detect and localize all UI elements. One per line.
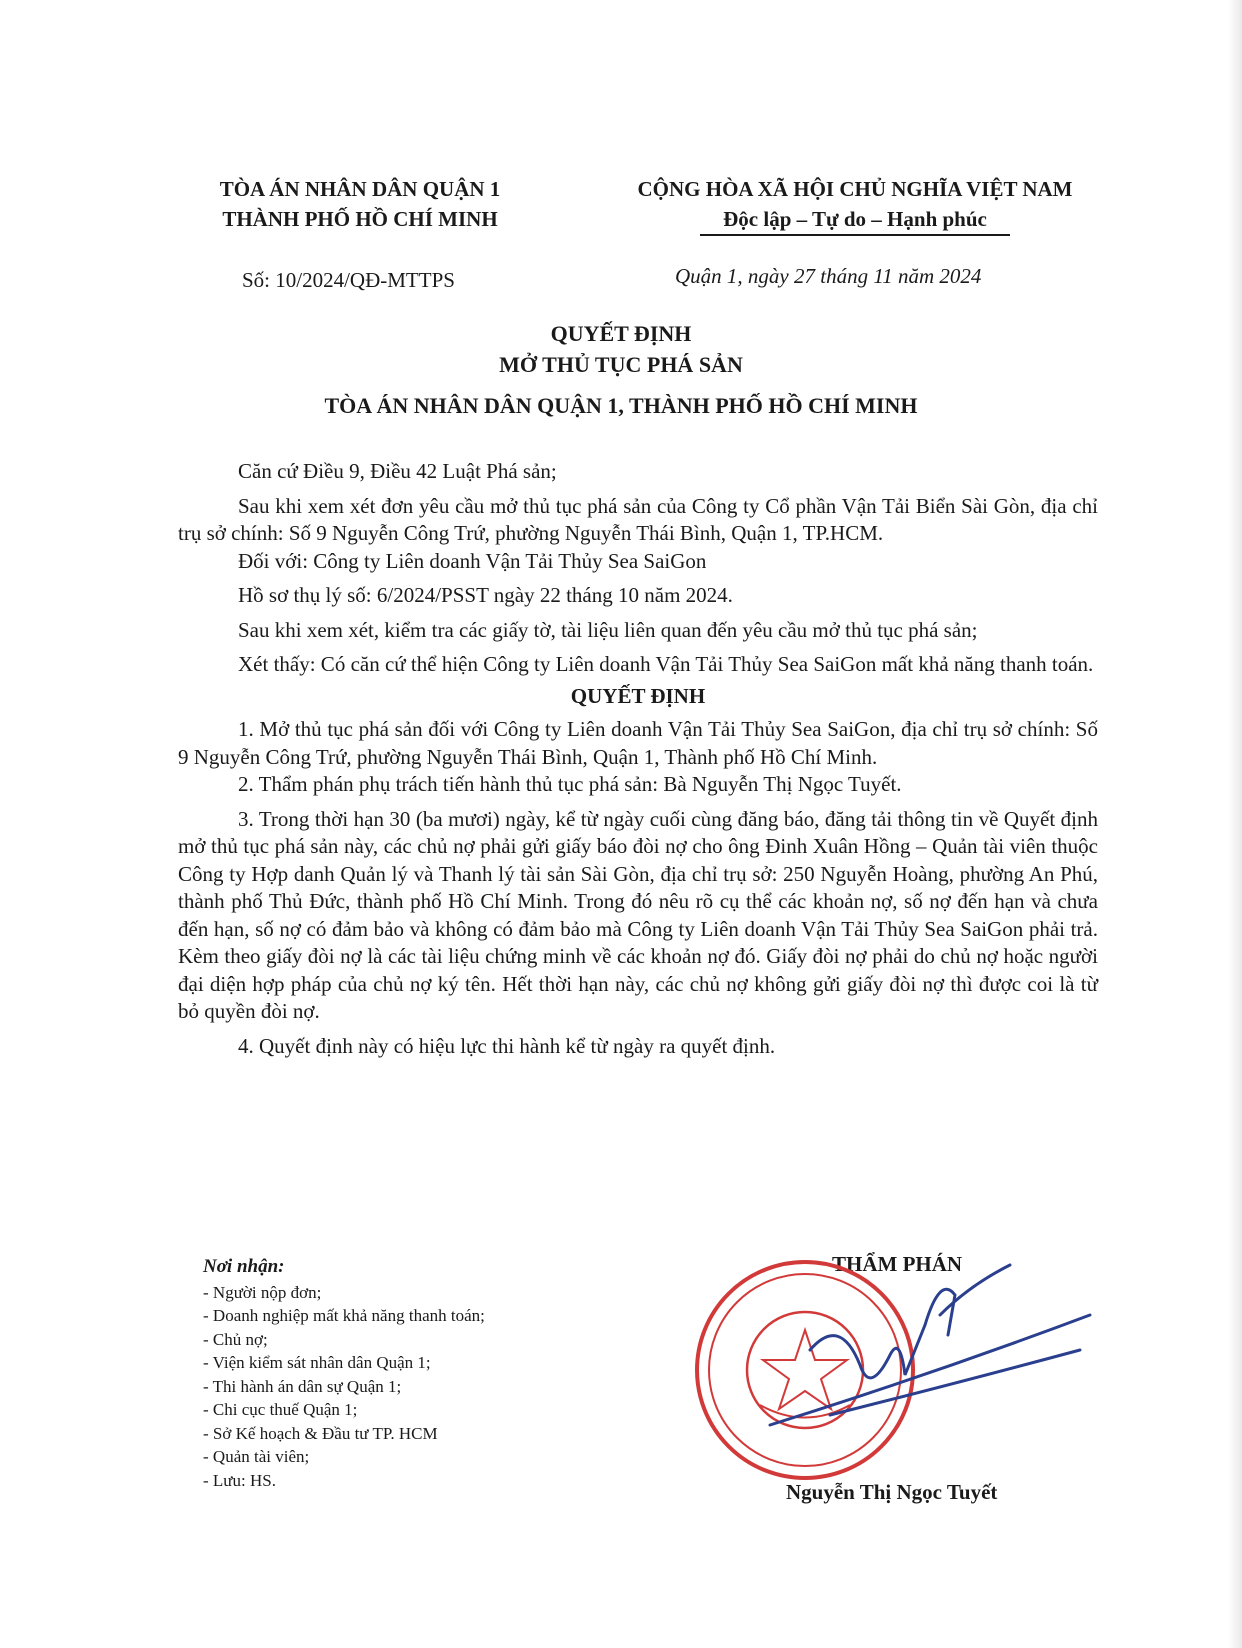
decision-item-3: 3. Trong thời hạn 30 (ba mươi) ngày, kể từ ngày cuối cùng đăng báo, đăng tải thông tin về Quyết định mở thủ tục phá sản này, các chủ nợ phải gửi giấy báo đòi nợ cho ông Đinh Xuân Hồng – Quản tài viên thuộc Công ty Hợp danh Quản lý và Thanh lý tài sản Sài Gòn, địa chỉ trụ sở: 250 Nguyễn Hoàng, phường An Phú, thành phố Thủ Đức, thành phố Hồ Chí Minh. Trong đó nêu rõ cụ thể các khoản nợ, số nợ đến hạn và chưa đến hạn, số nợ có đảm bảo và không có đảm bảo mà Công ty Liên doanh Vận Tải Thủy Sea SaiGon phải trả. Kèm theo giấy đòi nợ là các tài liệu chứng minh về các khoản nợ đó. Giấy đòi nợ phải do chủ nợ hoặc người đại diện hợp pháp của chủ nợ ký tên. Hết thời hạn này, các chủ nợ không gửi giấy đòi nợ thì được coi là từ bỏ quyền đòi nợ. [178, 806, 1098, 1023]
body-paragraph-petition: Sau khi xem xét đơn yêu cầu mở thủ tục phá sản của Công ty Cổ phần Vận Tải Biển Sài Gòn, địa chỉ trụ sở chính: Số 9 Nguyễn Công Trứ, phường Nguyễn Thái Bình, Quận 1, TP.HCM. [178, 493, 1098, 545]
body-paragraph-case-file: Hồ sơ thụ lý số: 6/2024/PSST ngày 22 tháng 10 năm 2024. [238, 583, 733, 607]
recipient-item: - Quản tài viên; [203, 1445, 623, 1469]
title-line2: MỞ THỦ TỤC PHÁ SẢN [499, 352, 743, 377]
court-name-line1: TÒA ÁN NHÂN DÂN QUẬN 1 [219, 177, 501, 201]
document-number: Số: 10/2024/QĐ-MTTPS [242, 268, 455, 292]
recipient-item: - Doanh nghiệp mất khả năng thanh toán; [203, 1304, 623, 1328]
recipient-item: - Người nộp đơn; [203, 1281, 623, 1305]
document-title [0, 318, 1242, 421]
signer-role: THẨM PHÁN [832, 1252, 963, 1276]
country-name: CỘNG HÒA XÃ HỘI CHỦ NGHĨA VIỆT NAM [637, 177, 1073, 201]
motto-underline [700, 234, 1010, 236]
body-paragraph-review: Sau khi xem xét, kiểm tra các giấy tờ, tài liệu liên quan đến yêu cầu mở thủ tục phá sản; [238, 617, 978, 642]
country-header [590, 174, 1120, 236]
body-paragraph-finding: Xét thấy: Có căn cứ thể hiện Công ty Liên doanh Vận Tải Thủy Sea SaiGon mất khả năng thanh toán. [238, 652, 1094, 676]
motto: Độc lập – Tự do – Hạnh phúc [723, 207, 987, 231]
court-name-header [180, 174, 540, 234]
page-edge-shadow [1228, 0, 1242, 1648]
body-paragraph-respondent: Đối với: Công ty Liên doanh Vận Tải Thủy Sea SaiGon [238, 548, 707, 573]
recipient-item: - Chi cục thuế Quận 1; [203, 1398, 623, 1422]
body-paragraph-legal-basis: Căn cứ Điều 9, Điều 42 Luật Phá sản; [238, 459, 557, 483]
decision-item-4: 4. Quyết định này có hiệu lực thi hành kể từ ngày ra quyết định. [238, 1033, 776, 1058]
recipient-item: - Lưu: HS. [203, 1469, 623, 1493]
court-seal-and-signature [690, 1255, 1110, 1485]
recipient-item: - Thi hành án dân sự Quận 1; [203, 1375, 623, 1399]
decision-heading: QUYẾT ĐỊNH [570, 683, 706, 708]
recipient-item: - Viện kiểm sát nhân dân Quận 1; [203, 1351, 623, 1375]
court-name-line2: THÀNH PHỐ HỒ CHÍ MINH [222, 207, 498, 231]
title-line1: QUYẾT ĐỊNH [550, 321, 692, 346]
decision-item-2: 2. Thẩm phán phụ trách tiến hành thủ tục phá sản: Bà Nguyễn Thị Ngọc Tuyết. [238, 772, 902, 796]
recipients-title: Nơi nhận: [203, 1256, 285, 1277]
recipient-item: - Sở Kế hoạch & Đầu tư TP. HCM [203, 1422, 623, 1446]
place-date: Quận 1, ngày 27 tháng 11 năm 2024 [675, 264, 982, 288]
signer-name: Nguyễn Thị Ngọc Tuyết [786, 1480, 998, 1504]
decision-item-1: 1. Mở thủ tục phá sản đối với Công ty Liên doanh Vận Tải Thủy Sea SaiGon, địa chỉ trụ sở chính: Số 9 Nguyễn Công Trứ, phường Nguyễn Thái Bình, Quận 1, Thành phố Hồ Chí Minh. [178, 717, 1098, 769]
recipients-block [203, 1255, 623, 1492]
title-line3: TÒA ÁN NHÂN DÂN QUẬN 1, THÀNH PHỐ HỒ CHÍ MINH [324, 393, 918, 418]
document-body [178, 458, 1098, 1067]
recipient-item: - Chủ nợ; [203, 1328, 623, 1352]
